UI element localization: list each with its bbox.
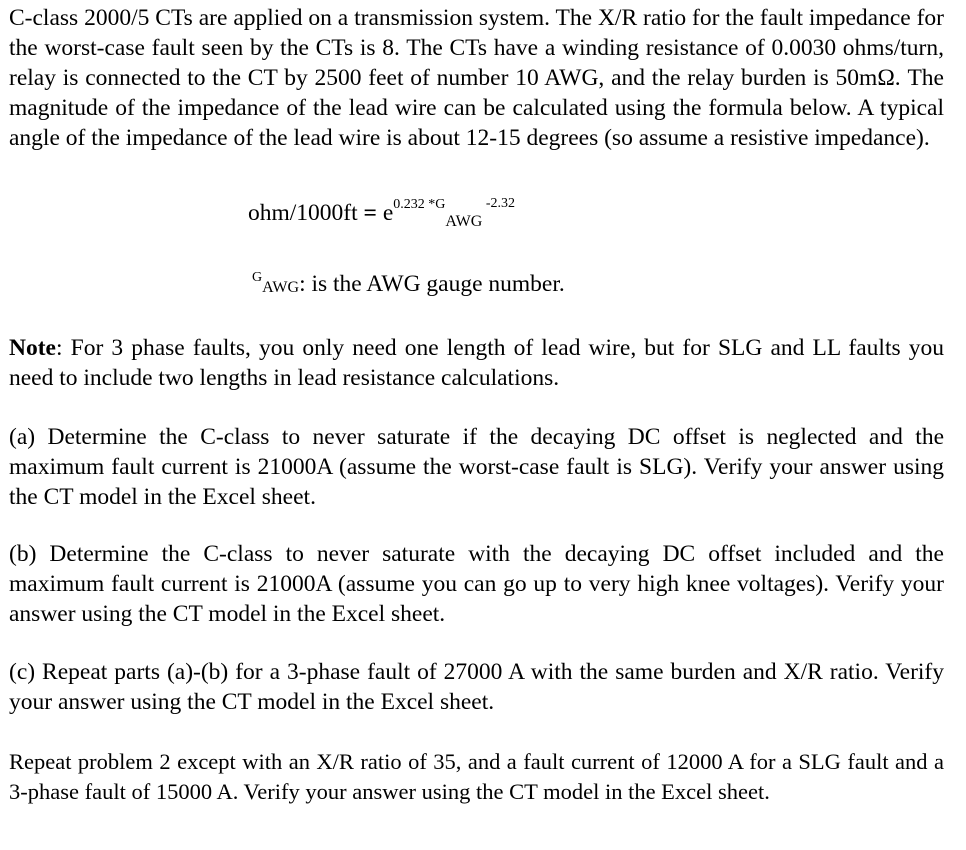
part-b-paragraph: (b) Determine the C-class to never saturate with the decaying DC offset included and the maximum fault current is 21000A (assume you can go up to very high knee voltages). Verify your answer using the CT model in the Excel sheet. [9,541,944,627]
gauge-definition [252,271,565,298]
note-label: Note [9,335,56,361]
formula-lhs: ohm/1000ft [248,200,358,226]
formula-base: e [382,200,394,226]
lead-wire-formula [248,196,515,230]
gauge-text: : is the AWG gauge number. [299,271,565,297]
repeat-paragraph: Repeat problem 2 except with an X/R ratio of 35, and a fault current of 12000 A for a SLG fault and a 3-phase fault of 15000 A. Verify your answer using the CT model in the Excel sheet. [9,749,944,804]
part-c-paragraph: (c) Repeat parts (a)-(b) for a 3-phase fault of 27000 A with the same burden and X/R ratio. Verify your answer using the CT model in the Excel sheet. [9,659,944,715]
formula-subscript: AWG [445,213,483,230]
formula-exponent-tail: -2.32 [482,196,515,211]
gauge-subscript: AWG [262,279,300,296]
formula-exponent: 0.232 *G [393,197,446,212]
gauge-symbol: G [252,270,263,285]
note-paragraph [9,333,944,393]
formula-equals: = [357,200,383,226]
intro-paragraph: C-class 2000/5 CTs are applied on a transmission system. The X/R ratio for the fault impedance for the worst-case fault seen by the CTs is 8. The CTs have a winding resistance of 0.0030 ohms/turn, relay is connected to the CT by 2500 feet of number 10 AWG, and the relay burden is 50mΩ. The magnitude of the impedance of the lead wire can be calculated using the formula below. A typical angle of the impedance of the lead wire is about 12-15 degrees (so assume a resistive impedance). [9,5,944,151]
note-text: : For 3 phase faults, you only need one length of lead wire, but for SLG and LL faults you need to include two lengths in lead resistance calculations. [9,335,944,391]
part-a-paragraph: (a) Determine the C-class to never saturate if the decaying DC offset is neglected and the maximum fault current is 21000A (assume the worst-case fault is SLG). Verify your answer using the CT model in the Excel sheet. [9,424,944,510]
